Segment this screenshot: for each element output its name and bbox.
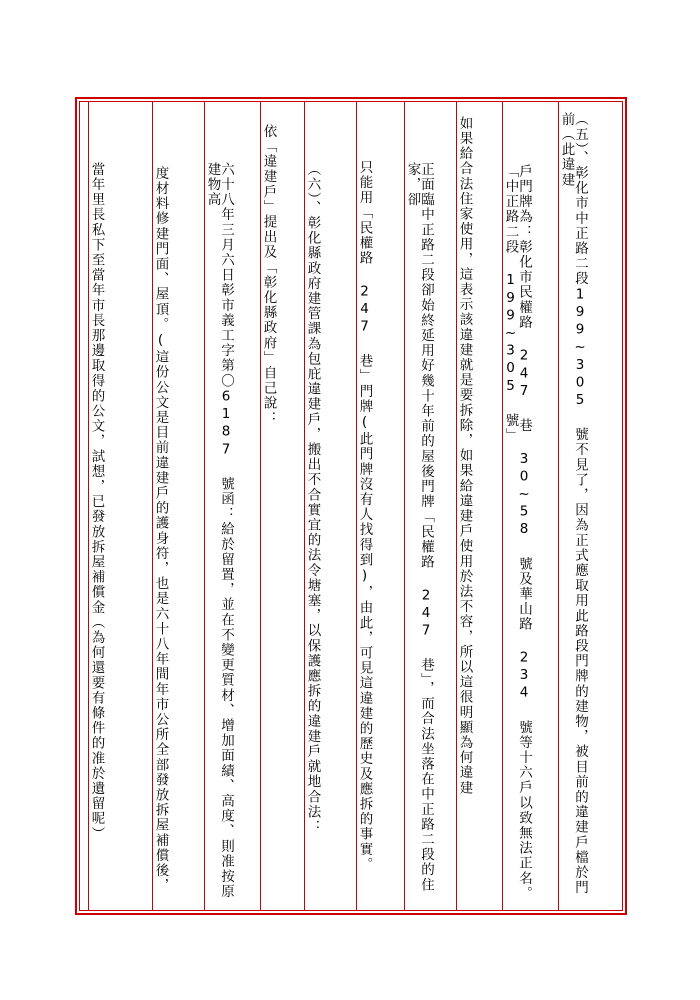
- column-10-text: 當年里長私下至當年市長那邊取得的公文，試想，已發放拆屋補償金（為何還要有條件的准於遺留呢）: [88, 162, 105, 842]
- text-column-4: [404, 102, 456, 910]
- text-column-1: [558, 102, 622, 910]
- text-column-8: [204, 102, 260, 910]
- column-1-text: （五）、彰化市中正路二段199~305 號不見了，因為正式應取用此路段門牌的建物，被目前的違建戶檔於門前（此違建: [558, 112, 588, 896]
- text-column-10: [88, 102, 152, 910]
- text-column-6: [304, 102, 356, 910]
- column-9-text: 度材料修建門面、屋頂。(這份公文是目前違建戶的護身符，也是六十八年間年市公所全部發放拆屋補償後，: [152, 166, 169, 894]
- column-2-text: 戶門牌為：彰化市民權路 247 巷 30~58 號及華山路 234 號等十六戶以致無法正名。「中正路二段 199~305 號」: [502, 164, 532, 902]
- vertical-text-columns: [80, 102, 622, 910]
- text-column-9: [152, 102, 204, 910]
- column-3-text: 如果給合法住家使用，這表示該違建就是要拆除，如果給違建戶使用於法不容，所以這很明顯為何違建: [456, 116, 473, 796]
- column-8-text: 六十八年三月六日彰市義工字第〇6187 號函：給於留置，並在不變更質材、增加面績、高度、則准按原建物高: [204, 162, 234, 900]
- column-7-text: 依「違建戶」提出及「彰化縣政府」自己說：: [260, 124, 277, 426]
- text-column-7: [260, 102, 304, 910]
- text-column-2: [502, 102, 558, 910]
- column-4-text: 正面臨中正路二段卻始終延用好幾十年前的屋後門牌「民權路 247 巷」，而合法坐落在中正路二段的住家，卻: [404, 162, 434, 893]
- column-5-text: 只能用「民權路 247 巷」門牌(此門牌沒有人找得到)，由此，可見這違建的歷史及應拆的事實。: [356, 160, 373, 873]
- text-column-5: [356, 102, 404, 910]
- column-6-text: （六）、彰化縣政府建管課為包庇違建戶，搬出不合實宜的法令塘塞，以保護應拆的違建戶就地合法：: [304, 162, 321, 835]
- text-column-3: [456, 102, 502, 910]
